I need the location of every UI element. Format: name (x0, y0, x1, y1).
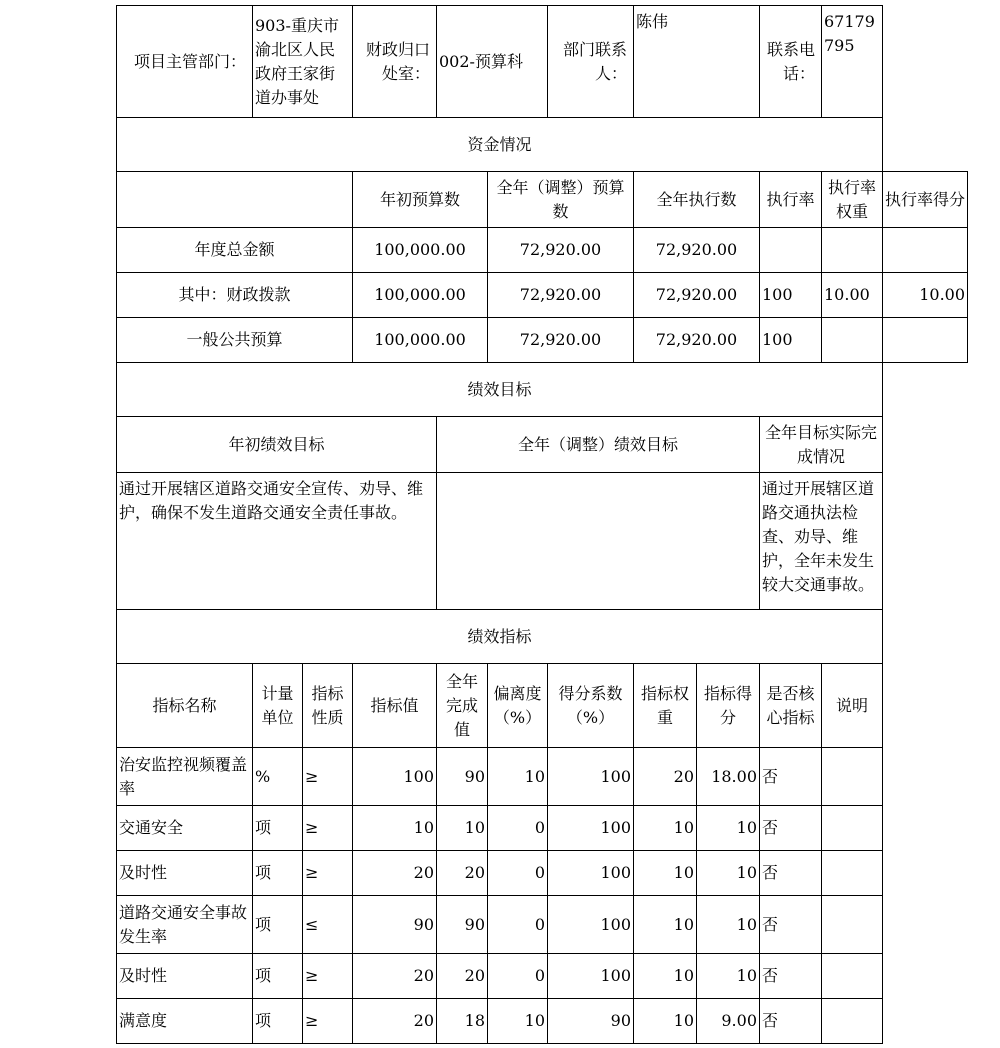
col-adjusted-goal: 全年（调整）绩效目标 (437, 417, 760, 473)
fund-label: 其中：财政拨款 (117, 273, 353, 318)
phone-label: 联系电话： (760, 6, 822, 118)
indicator-name: 满意度 (117, 999, 253, 1044)
col-coefficient: 得分系数（%） (548, 664, 634, 748)
indicator-row (117, 954, 968, 999)
indicator-deviation: 0 (488, 896, 548, 954)
indicator-nature: ≥ (303, 748, 353, 806)
indicators-header-row (117, 664, 968, 748)
fund-initial: 100,000.00 (353, 228, 488, 273)
fund-score (883, 318, 968, 363)
indicator-unit: % (253, 748, 303, 806)
phone-value: 67179795 (822, 6, 883, 118)
indicator-row (117, 999, 968, 1044)
indicator-coefficient: 90 (548, 999, 634, 1044)
indicator-score: 10 (697, 896, 760, 954)
funds-header-blank (117, 172, 353, 228)
fund-label: 年度总金额 (117, 228, 353, 273)
indicator-coefficient: 100 (548, 851, 634, 896)
indicator-target: 20 (353, 954, 437, 999)
indicator-weight: 10 (634, 851, 697, 896)
col-adjusted-budget: 全年（调整）预算数 (488, 172, 634, 228)
indicator-deviation: 0 (488, 954, 548, 999)
funds-header-row (117, 172, 968, 228)
fund-weight (822, 318, 883, 363)
indicator-score: 18.00 (697, 748, 760, 806)
indicator-score: 9.00 (697, 999, 760, 1044)
indicator-name: 道路交通安全事故发生率 (117, 896, 253, 954)
indicator-deviation: 0 (488, 806, 548, 851)
funds-section-row (117, 118, 968, 172)
indicator-name: 及时性 (117, 954, 253, 999)
indicator-nature: ≤ (303, 896, 353, 954)
indicator-row (117, 896, 968, 954)
col-unit: 计量单位 (253, 664, 303, 748)
funds-row (117, 318, 968, 363)
dept-label: 项目主管部门： (117, 6, 253, 118)
fund-executed: 72,920.00 (634, 273, 760, 318)
indicator-actual: 20 (437, 851, 488, 896)
col-core: 是否核心指标 (760, 664, 822, 748)
indicator-nature: ≥ (303, 851, 353, 896)
indicator-target: 90 (353, 896, 437, 954)
col-exec-rate: 执行率 (760, 172, 822, 228)
indicator-row (117, 806, 968, 851)
indicator-note (822, 896, 883, 954)
indicator-deviation: 10 (488, 999, 548, 1044)
indicator-score: 10 (697, 851, 760, 896)
indicator-actual: 10 (437, 806, 488, 851)
indicators-section-title: 绩效指标 (117, 610, 883, 664)
indicator-score: 10 (697, 806, 760, 851)
col-executed: 全年执行数 (634, 172, 760, 228)
indicator-deviation: 0 (488, 851, 548, 896)
goals-section-row (117, 363, 968, 417)
col-score: 指标得分 (697, 664, 760, 748)
indicator-note (822, 806, 883, 851)
indicator-name: 治安监控视频覆盖率 (117, 748, 253, 806)
indicator-weight: 10 (634, 999, 697, 1044)
indicator-unit: 项 (253, 806, 303, 851)
indicator-name: 交通安全 (117, 806, 253, 851)
col-initial-budget: 年初预算数 (353, 172, 488, 228)
funds-row (117, 273, 968, 318)
fund-adjusted: 72,920.00 (488, 273, 634, 318)
indicator-target: 20 (353, 999, 437, 1044)
actual-goal-text: 通过开展辖区道路交通执法检查、劝导、维护，全年未发生较大交通事故。 (760, 473, 883, 610)
goals-section-title: 绩效目标 (117, 363, 883, 417)
fund-score: 10.00 (883, 273, 968, 318)
indicator-target: 100 (353, 748, 437, 806)
indicator-target: 10 (353, 806, 437, 851)
goals-row (117, 473, 968, 610)
indicator-nature: ≥ (303, 806, 353, 851)
indicator-weight: 10 (634, 806, 697, 851)
indicator-actual: 90 (437, 896, 488, 954)
header-row (117, 6, 968, 118)
fund-executed: 72,920.00 (634, 228, 760, 273)
initial-goal-text: 通过开展辖区道路交通安全宣传、劝导、维护，确保不发生道路交通安全责任事故。 (117, 473, 437, 610)
fund-adjusted: 72,920.00 (488, 228, 634, 273)
indicator-coefficient: 100 (548, 806, 634, 851)
contact-label: 部门联系人： (548, 6, 634, 118)
col-indicator-name: 指标名称 (117, 664, 253, 748)
indicator-weight: 10 (634, 954, 697, 999)
indicator-row (117, 851, 968, 896)
indicator-unit: 项 (253, 954, 303, 999)
funds-section-title: 资金情况 (117, 118, 883, 172)
indicator-row (117, 748, 968, 806)
col-rate-weight: 执行率权重 (822, 172, 883, 228)
fund-score (883, 228, 968, 273)
finance-value: 002-预算科 (437, 6, 548, 118)
indicator-target: 20 (353, 851, 437, 896)
indicator-core: 否 (760, 851, 822, 896)
fund-weight: 10.00 (822, 273, 883, 318)
indicator-core: 否 (760, 954, 822, 999)
col-weight: 指标权重 (634, 664, 697, 748)
indicator-actual: 18 (437, 999, 488, 1044)
indicator-actual: 20 (437, 954, 488, 999)
fund-rate (760, 228, 822, 273)
col-actual-goal: 全年目标实际完成情况 (760, 417, 883, 473)
fund-executed: 72,920.00 (634, 318, 760, 363)
fund-initial: 100,000.00 (353, 318, 488, 363)
performance-table (116, 5, 968, 1044)
fund-adjusted: 72,920.00 (488, 318, 634, 363)
indicator-weight: 20 (634, 748, 697, 806)
col-deviation: 偏离度（%） (488, 664, 548, 748)
indicators-section-row (117, 610, 968, 664)
indicator-nature: ≥ (303, 954, 353, 999)
col-rate-score: 执行率得分 (883, 172, 968, 228)
indicator-unit: 项 (253, 851, 303, 896)
indicator-coefficient: 100 (548, 748, 634, 806)
contact-value: 陈伟 (634, 6, 760, 118)
goals-header-row (117, 417, 968, 473)
indicator-actual: 90 (437, 748, 488, 806)
indicator-note (822, 954, 883, 999)
indicator-note (822, 851, 883, 896)
adjusted-goal-text (437, 473, 760, 610)
indicator-nature: ≥ (303, 999, 353, 1044)
col-initial-goal: 年初绩效目标 (117, 417, 437, 473)
indicator-coefficient: 100 (548, 954, 634, 999)
indicator-name: 及时性 (117, 851, 253, 896)
indicator-unit: 项 (253, 999, 303, 1044)
indicator-note (822, 999, 883, 1044)
indicator-unit: 项 (253, 896, 303, 954)
indicator-weight: 10 (634, 896, 697, 954)
fund-rate: 100 (760, 273, 822, 318)
indicator-core: 否 (760, 806, 822, 851)
col-actual: 全年完成值 (437, 664, 488, 748)
indicator-core: 否 (760, 748, 822, 806)
funds-row (117, 228, 968, 273)
dept-value: 903-重庆市渝北区人民政府王家街道办事处 (253, 6, 353, 118)
indicator-coefficient: 100 (548, 896, 634, 954)
indicator-score: 10 (697, 954, 760, 999)
fund-initial: 100,000.00 (353, 273, 488, 318)
indicator-note (822, 748, 883, 806)
col-note: 说明 (822, 664, 883, 748)
fund-label: 一般公共预算 (117, 318, 353, 363)
fund-weight (822, 228, 883, 273)
col-nature: 指标性质 (303, 664, 353, 748)
finance-label: 财政归口处室： (353, 6, 437, 118)
fund-rate: 100 (760, 318, 822, 363)
indicator-core: 否 (760, 999, 822, 1044)
indicator-deviation: 10 (488, 748, 548, 806)
indicator-core: 否 (760, 896, 822, 954)
col-target: 指标值 (353, 664, 437, 748)
